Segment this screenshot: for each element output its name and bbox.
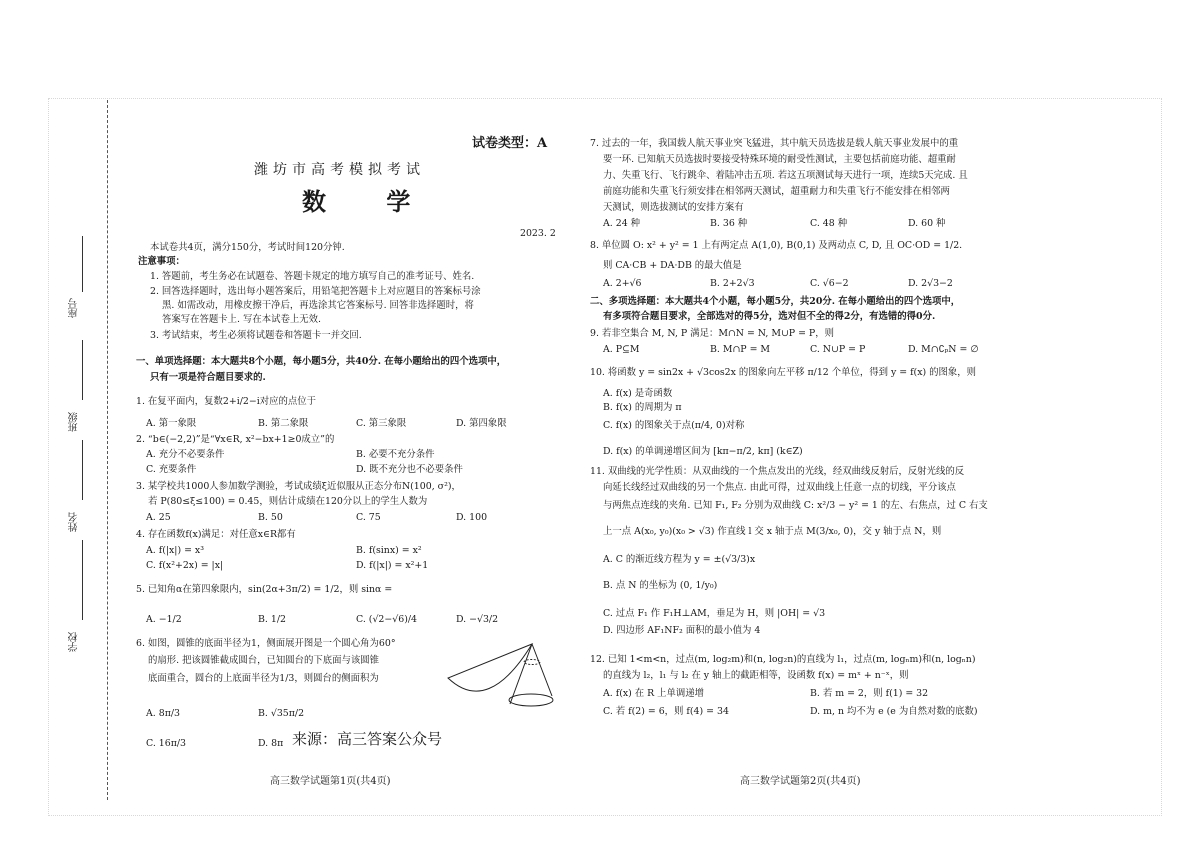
cone-sector bbox=[448, 644, 532, 691]
q2-option-c: C. 充要条件 bbox=[146, 464, 197, 475]
subject-title: 数 学 bbox=[302, 187, 437, 216]
q10-option-a: A. f(x) 是奇函数 bbox=[603, 388, 673, 399]
section1-heading-2: 只有一项是符合题目要求的. bbox=[150, 372, 266, 383]
cone-figure bbox=[428, 638, 560, 720]
q2-option-d: D. 既不充分也不必要条件 bbox=[356, 464, 463, 475]
margin-seat-label: 座号 bbox=[69, 298, 80, 318]
q4-option-a: A. f(|x|) = x³ bbox=[146, 545, 204, 556]
q12-option-c: C. 若 f(2) = 6，则 f(4) = 34 bbox=[603, 706, 729, 717]
q3-line-2: 若 P(80≤ξ≤100) = 0.45，则估计成绩在120分以上的学生人数为 bbox=[148, 496, 428, 507]
footer-page-1: 高三数学试题第1页(共4页) bbox=[270, 776, 391, 787]
q3-option-c: C. 75 bbox=[356, 512, 381, 523]
q10-option-c: C. f(x) 的图象关于点(π/4, 0)对称 bbox=[603, 420, 745, 431]
exam-date: 2023. 2 bbox=[520, 228, 556, 239]
q5-stem: 5. 已知角α在第四象限内，sin(2α+3π/2) = 1/2，则 sinα = bbox=[136, 584, 393, 595]
q9-option-b: B. M∩P = M bbox=[710, 344, 771, 355]
q7-line-1: 7. 过去的一年，我国载人航天事业突飞猛进，其中航天员选拔是载人航天事业发展中的重 bbox=[590, 138, 959, 149]
margin-school-label: 学校 bbox=[69, 632, 80, 652]
q5-option-c: C. (√2−√6)/4 bbox=[356, 614, 417, 625]
section2-heading: 二、多项选择题：本大题共4个小题，每小题5分，共20分. 在每小题给出的四个选项中， bbox=[590, 296, 961, 307]
q6-option-a: A. 8π/3 bbox=[146, 708, 180, 719]
q7-option-a: A. 24 种 bbox=[603, 218, 641, 229]
q6-line-1: 6. 如图，圆锥的底面半径为1，侧面展开图是一个圆心角为60° bbox=[136, 638, 396, 649]
q1-option-a: A. 第一象限 bbox=[146, 418, 197, 429]
q2-stem: 2. “b∈(−2,2)”是“∀x∈R, x²−bx+1≥0成立”的 bbox=[136, 434, 335, 445]
q1-option-b: B. 第二象限 bbox=[258, 418, 309, 429]
q12-line-2: 的直线为 l₂，l₁ 与 l₂ 在 y 轴上的截距相等，设函数 f(x) = mˣ + n⁻ˣ，则 bbox=[603, 670, 909, 681]
note-2: 2. 回答选择题时，选出每小题答案后，用铅笔把答题卡上对应题目的答案标号涂 bbox=[150, 286, 481, 297]
q7-option-b: B. 36 种 bbox=[710, 218, 748, 229]
binding-line bbox=[107, 100, 108, 800]
intro-text: 本试卷共4页，满分150分，考试时间120分钟. bbox=[150, 242, 345, 253]
footer-page-2: 高三数学试题第2页(共4页) bbox=[740, 776, 861, 787]
q7-option-d: D. 60 种 bbox=[908, 218, 946, 229]
q1-stem: 1. 在复平面内，复数2+i/2−i对应的点位于 bbox=[136, 396, 316, 407]
note-3: 3. 考试结束，考生必须将试题卷和答题卡一并交回. bbox=[150, 330, 362, 341]
q1-option-c: C. 第三象限 bbox=[356, 418, 407, 429]
q8-line-2: 则 CA·CB + DA·DB 的最大值是 bbox=[603, 260, 742, 271]
q7-line-4: 前庭功能和失重飞行须安排在相邻两天测试，超重耐力和失重飞行不能安排在相邻两 bbox=[603, 186, 950, 197]
q5-option-a: A. −1/2 bbox=[146, 614, 182, 625]
q12-option-b: B. 若 m = 2，则 f(1) = 32 bbox=[810, 688, 929, 699]
q9-option-d: D. M∩∁ₚN = ∅ bbox=[908, 344, 979, 355]
note-1: 1. 答题前，考生务必在试题卷、答题卡规定的地方填写自己的准考证号、姓名. bbox=[150, 271, 475, 282]
paper-type: 试卷类型：A bbox=[472, 136, 548, 151]
q8-option-c: C. √6−2 bbox=[810, 278, 849, 289]
q11-line-3: 与两焦点连线的夹角. 已知 F₁, F₂ 分别为双曲线 C: x²/3 − y² = 1 的左、右焦点，过 C 右支 bbox=[603, 500, 988, 511]
q8-option-b: B. 2+2√3 bbox=[710, 278, 755, 289]
q4-option-c: C. f(x²+2x) = |x| bbox=[146, 560, 224, 571]
q11-line-2: 向延长线经过双曲线的另一个焦点. 由此可得，过双曲线上任意一点的切线，平分该点 bbox=[603, 482, 956, 493]
q11-line-1: 11. 双曲线的光学性质：从双曲线的一个焦点发出的光线，经双曲线反射后，反射光线的反 bbox=[590, 466, 965, 477]
q12-option-d: D. m, n 均不为 e (e 为自然对数的底数) bbox=[810, 706, 978, 717]
q8-option-d: D. 2√3−2 bbox=[908, 278, 953, 289]
q7-line-5: 天测试，则选拔测试的安排方案有 bbox=[603, 202, 744, 213]
q5-option-d: D. −√3/2 bbox=[456, 614, 499, 625]
margin-name-line bbox=[82, 440, 83, 500]
note-2b: 黑. 如需改动，用橡皮擦干净后，再选涂其它答案标号. 回答非选择题时，将 bbox=[162, 300, 474, 311]
note-2c: 答案写在答题卡上. 写在本试卷上无效. bbox=[162, 314, 321, 325]
q1-option-d: D. 第四象限 bbox=[456, 418, 507, 429]
cone-base bbox=[509, 694, 553, 706]
exam-name: 潍坊市高考模拟考试 bbox=[254, 162, 425, 178]
margin-class-line bbox=[82, 340, 83, 400]
q3-option-d: D. 100 bbox=[456, 512, 488, 523]
q3-option-b: B. 50 bbox=[258, 512, 283, 523]
q2-option-a: A. 充分不必要条件 bbox=[146, 449, 225, 460]
q11-option-b: B. 点 N 的坐标为 (0, 1/y₀) bbox=[603, 580, 718, 591]
q4-stem: 4. 存在函数f(x)满足：对任意x∈R都有 bbox=[136, 529, 296, 540]
section2-heading-2: 有多项符合题目要求，全部选对的得5分，选对但不全的得2分，有选错的得0分. bbox=[603, 311, 936, 322]
q11-option-d: D. 四边形 AF₁NF₂ 面积的最小值为 4 bbox=[603, 625, 761, 636]
margin-seat-line bbox=[82, 236, 83, 292]
q9-option-a: A. P⊆M bbox=[603, 344, 640, 355]
q12-line-1: 12. 已知 1<m<n，过点(m, log₂m)和(n, log₂n)的直线为 l₁，过点(m, logₙm)和(n, logₙn) bbox=[590, 654, 976, 665]
margin-school-line bbox=[82, 540, 83, 620]
q11-option-c: C. 过点 F₁ 作 F₁H⊥AM，垂足为 H，则 |OH| = √3 bbox=[603, 608, 826, 619]
q6-option-d: D. 8π bbox=[258, 738, 284, 749]
q5-option-b: B. 1/2 bbox=[258, 614, 286, 625]
q3-line-1: 3. 某学校共1000人参加数学测验，考试成绩ξ近似服从正态分布N(100, σ²)， bbox=[136, 481, 461, 492]
q4-option-b: B. f(sinx) = x² bbox=[356, 545, 422, 556]
q4-option-d: D. f(|x|) = x²+1 bbox=[356, 560, 429, 571]
q9-stem: 9. 若非空集合 M, N, P 满足：M∩N = N, M∪P = P，则 bbox=[590, 328, 834, 339]
q8-line-1: 8. 单位圆 O: x² + y² = 1 上有两定点 A(1,0), B(0,1) 及两动点 C, D, 且 OC·OD = 1/2. bbox=[590, 240, 963, 251]
q7-line-3: 力、失重飞行、飞行跳伞、着陆冲击五项. 若这五项测试每天进行一项，连续5天完成. 且 bbox=[603, 170, 968, 181]
q11-option-a: A. C 的渐近线方程为 y = ±(√3/3)x bbox=[603, 554, 756, 565]
margin-class-label: 班级 bbox=[69, 412, 80, 432]
q2-option-b: B. 必要不充分条件 bbox=[356, 449, 435, 460]
q12-option-a: A. f(x) 在 R 上单调递增 bbox=[603, 688, 705, 699]
q10-option-d: D. f(x) 的单调递增区间为 [kπ−π/2, kπ] (k∈Z) bbox=[603, 446, 803, 457]
q3-option-a: A. 25 bbox=[146, 512, 171, 523]
notes-title: 注意事项： bbox=[138, 256, 185, 267]
section1-heading: 一、单项选择题：本大题共8个小题，每小题5分，共40分. 在每小题给出的四个选项中， bbox=[136, 356, 507, 367]
margin-name-label: 姓名 bbox=[69, 512, 80, 532]
q6-option-b: B. √35π/2 bbox=[258, 708, 305, 719]
q6-line-3: 底面重合，圆台的上底面半径为1/3，则圆台的侧面积为 bbox=[148, 673, 379, 684]
q7-option-c: C. 48 种 bbox=[810, 218, 848, 229]
q9-option-c: C. N∪P = P bbox=[810, 344, 866, 355]
q6-option-c: C. 16π/3 bbox=[146, 738, 187, 749]
q8-option-a: A. 2+√6 bbox=[603, 278, 642, 289]
source-watermark: 来源：高三答案公众号 bbox=[292, 730, 443, 748]
q6-line-2: 的扇形. 把该圆锥截成圆台，已知圆台的下底面与该圆锥 bbox=[148, 655, 379, 666]
q10-option-b: B. f(x) 的周期为 π bbox=[603, 402, 682, 413]
q10-stem: 10. 将函数 y = sin2x + √3cos2x 的图象向左平移 π/12 个单位，得到 y = f(x) 的图象，则 bbox=[590, 367, 977, 378]
q7-line-2: 要一环. 已知航天员选拔时要接受特殊环境的耐受性测试，主要包括前庭功能、超重耐 bbox=[603, 154, 956, 165]
q11-line-4: 上一点 A(x₀, y₀)(x₀ > √3) 作直线 l 交 x 轴于点 M(3/x₀, 0)，交 y 轴于点 N，则 bbox=[603, 526, 942, 537]
